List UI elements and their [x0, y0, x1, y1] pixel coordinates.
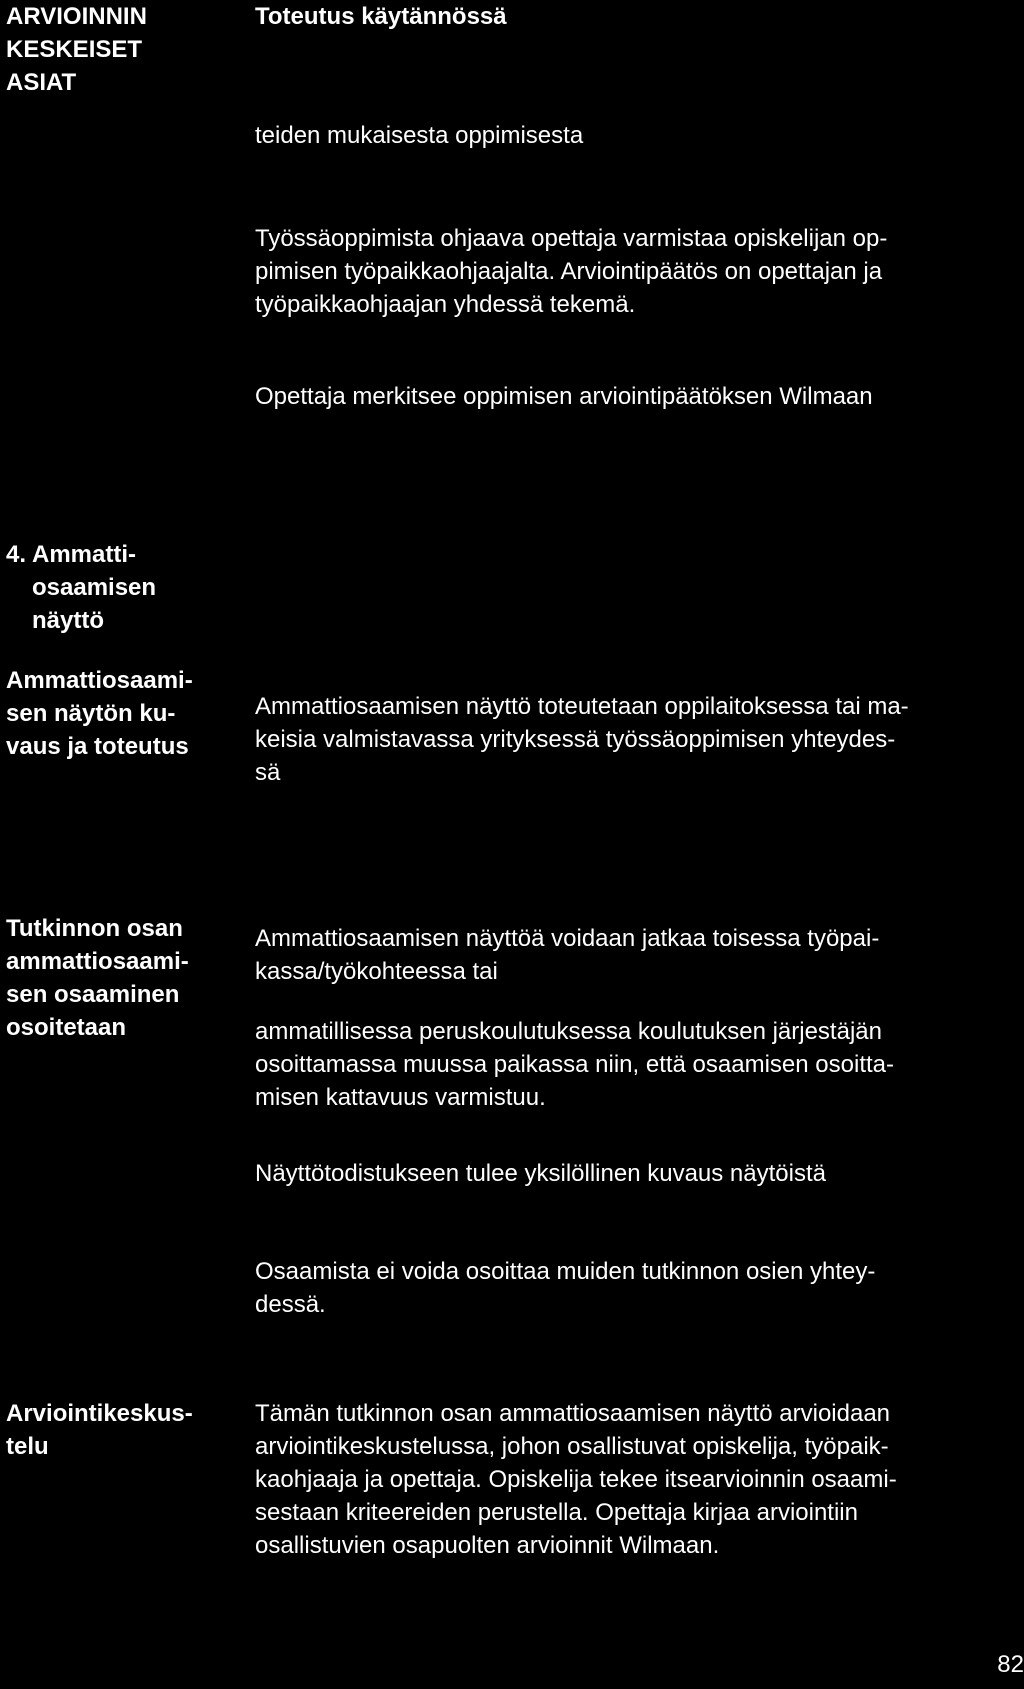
- row-text-competence-1: Ammattiosaamisen näyttöä voidaan jatkaa toisessa työpai- kassa/työkohteessa tai: [255, 925, 880, 985]
- section-title: Ammatti- osaamisen näyttö: [32, 541, 157, 634]
- row-text-assessment-discussion: Tämän tutkinnon osan ammattiosaamisen näyttö arvioidaan arviointikeskustelussa, johon osallistuvat opiskelija, työpaik- kaohjaaja ja opettaja. Opiskelija tekee itsearvioinnin osaami- sestaan kriteereiden perustella. Opettaja kirjaa arviointiin osallistuvien osapuolten arvioinnit Wilmaan.: [255, 1400, 897, 1559]
- column-header-implementation: Toteutus käytännössä: [255, 3, 507, 30]
- intro-line: teiden mukaisesta oppimisesta: [255, 122, 584, 149]
- column-header-key-points: ARVIOINNIN KESKEISET ASIAT: [6, 3, 147, 96]
- row-label-assessment-discussion: Arviointikeskus- telu: [6, 1400, 193, 1460]
- intro-paragraph-1: Työssäoppimista ohjaava opettaja varmistaa opiskelijan op- pimisen työpaikkaohjaajalta. Arviointipäätös on opettajan ja työpaikkaohjaajan yhdessä tekemä.: [255, 225, 888, 318]
- row-text-competence-4: Osaamista ei voida osoittaa muiden tutkinnon osien yhtey- dessä.: [255, 1258, 876, 1318]
- row-label-competence-shown: Tutkinnon osan ammattiosaami- sen osaaminen osoitetaan: [6, 915, 189, 1041]
- row-text-competence-2: ammatillisessa peruskoulutuksessa koulutuksen järjestäjän osoittamassa muussa paikassa niin, että osaamisen osoitta- misen kattavuus varmistuu.: [255, 1018, 894, 1111]
- row-label-demonstration-description: Ammattiosaami- sen näytön ku- vaus ja toteutus: [6, 667, 193, 760]
- row-text-competence-3: Näyttötodistukseen tulee yksilöllinen kuvaus näytöistä: [255, 1160, 826, 1187]
- intro-paragraph-2: Opettaja merkitsee oppimisen arviointipäätöksen Wilmaan: [255, 383, 873, 410]
- page-number: 82: [997, 1651, 1024, 1678]
- section-number: 4.: [6, 541, 27, 568]
- row-text-demonstration-description: Ammattiosaamisen näyttö toteutetaan oppilaitoksessa tai ma- keisia valmistavassa yrityksessä työssäoppimisen yhteydes- sä: [255, 693, 909, 786]
